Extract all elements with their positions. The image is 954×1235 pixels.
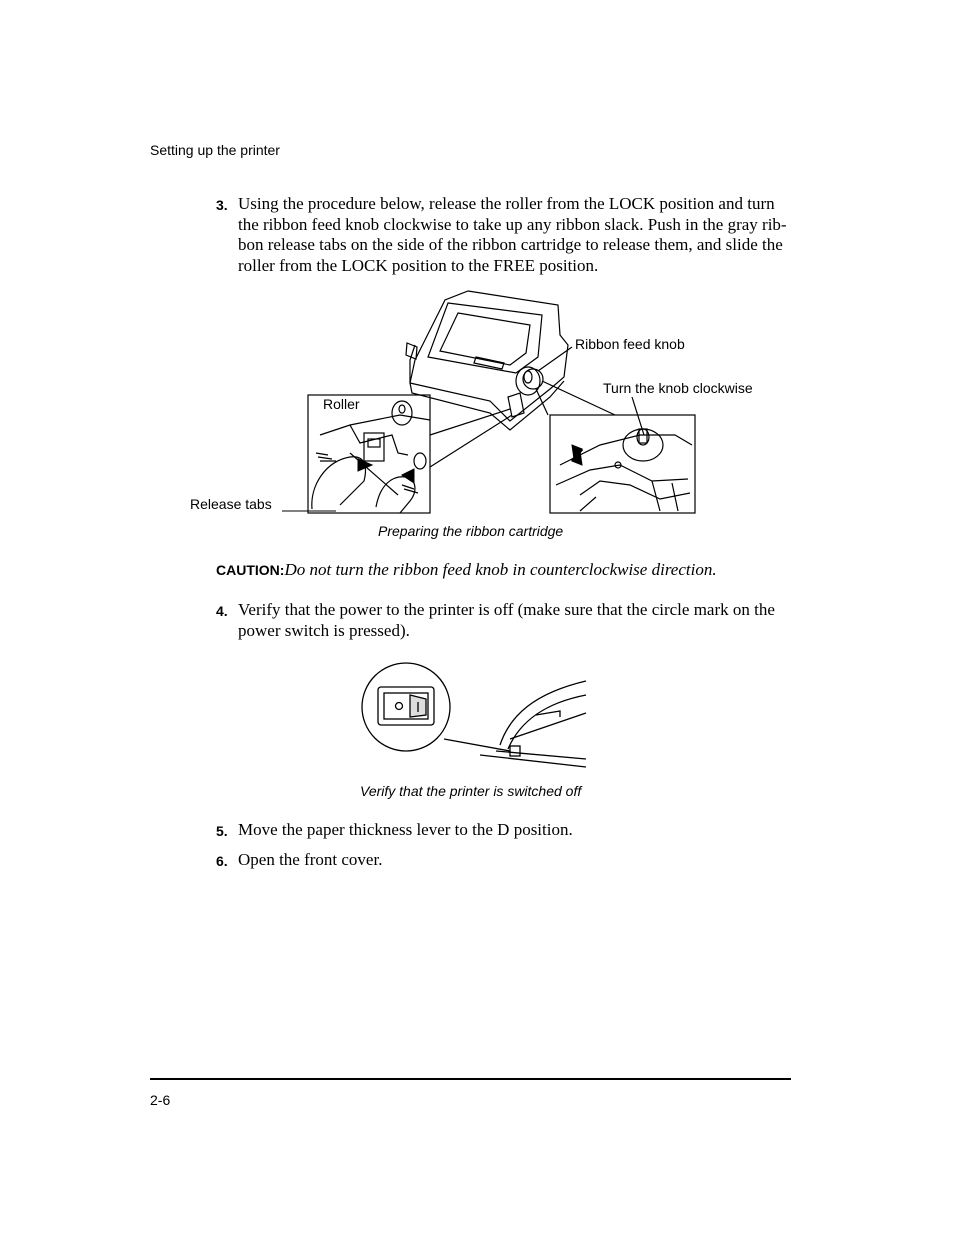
power-switch-illustration [360,655,590,775]
footer-rule [150,1078,791,1080]
running-header: Setting up the printer [150,142,280,158]
step-text: Open the front cover. [238,850,383,869]
step-text: Using the procedure below, release the roller from the LOCK position and turn the ribbon feed knob clockwise to take up any ribbon slack. Push in the gray rib-bon release tabs on the side of the ribbon cartridge to release them, and slide the roller from the LOCK position to the FREE position. [238,194,787,275]
step-4 [216,600,796,641]
step-3 [216,194,796,276]
step-5 [216,820,796,841]
caution-note [216,560,717,580]
label-release-tabs: Release tabs [190,496,272,512]
page-number: 2-6 [150,1092,171,1108]
step-6 [216,850,796,871]
caution-label: CAUTION: [216,562,285,578]
figure-caption-power: Verify that the printer is switched off [360,783,582,799]
label-roller: Roller [323,396,360,412]
label-ribbon-feed-knob: Ribbon feed knob [575,336,685,352]
figure-caption-ribbon: Preparing the ribbon cartridge [378,523,564,539]
step-number: 6. [216,853,228,869]
step-text: Verify that the power to the printer is off (make sure that the circle mark on the power switch is pressed). [238,600,775,640]
label-turn-knob-clockwise: Turn the knob clockwise [603,380,753,396]
step-number: 4. [216,603,228,619]
step-text: Move the paper thickness lever to the D position. [238,820,573,839]
step-number: 5. [216,823,228,839]
step-number: 3. [216,197,228,213]
caution-text: Do not turn the ribbon feed knob in counterclockwise direction. [284,560,717,579]
